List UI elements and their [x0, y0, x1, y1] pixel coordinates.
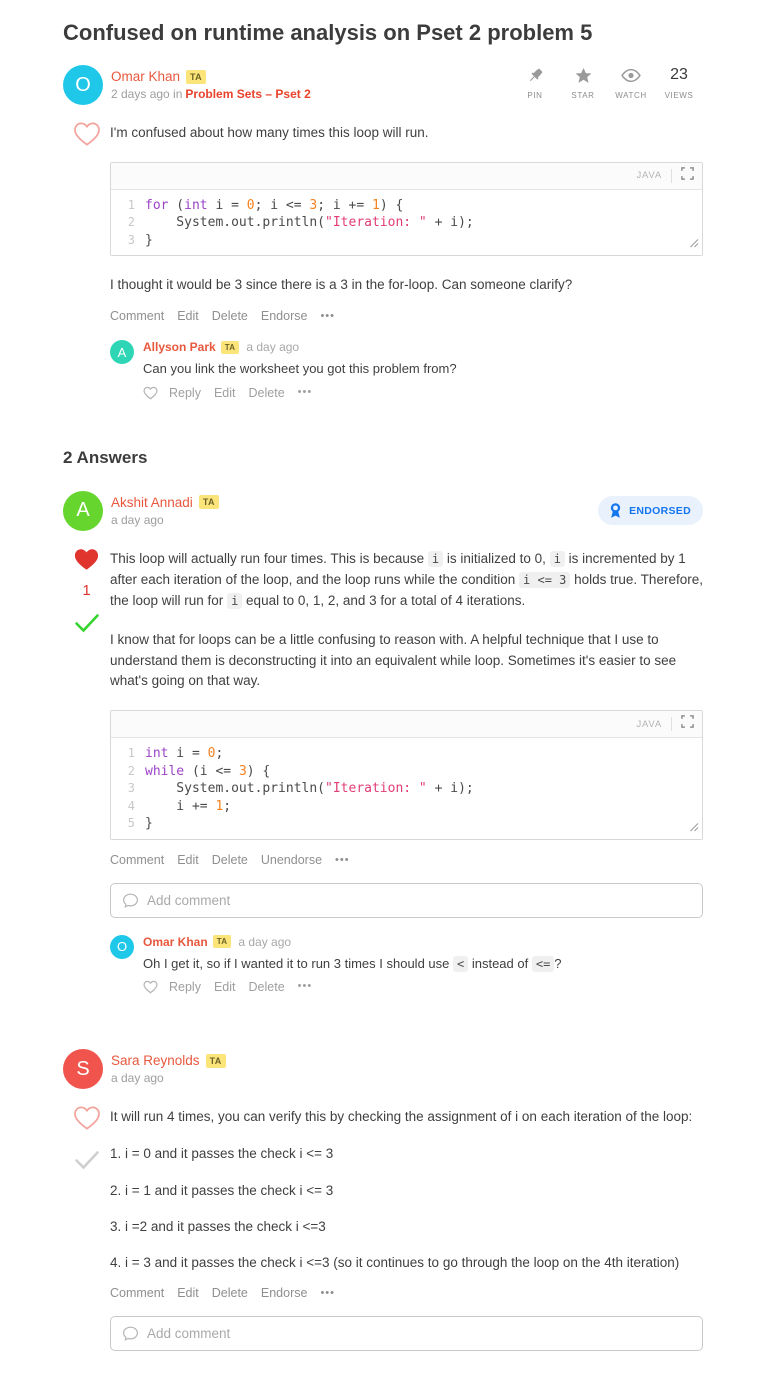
- author-name[interactable]: Sara Reynolds: [111, 1053, 200, 1069]
- watch-button[interactable]: WATCH: [607, 65, 655, 100]
- question-body: I'm confused about how many times this loop will run.: [110, 125, 429, 140]
- star-icon: [559, 65, 607, 85]
- ta-badge: TA: [186, 70, 206, 84]
- like-count: 1: [82, 581, 91, 599]
- comment-text: Can you link the worksheet you got this problem from?: [143, 361, 457, 377]
- list-item: 3. i =2 and it passes the check i <=3: [110, 1218, 326, 1234]
- edit-action[interactable]: Edit: [177, 1286, 199, 1301]
- comment-author[interactable]: Allyson Park: [143, 340, 216, 355]
- more-actions-button[interactable]: •••: [320, 310, 335, 323]
- code-editor[interactable]: [111, 190, 702, 256]
- code-line: 5 }: [111, 815, 702, 833]
- comment-action[interactable]: Comment: [110, 309, 165, 324]
- edit-action[interactable]: Edit: [177, 852, 199, 867]
- post-timestamp: a day ago: [111, 1071, 164, 1086]
- answers-heading: 2 Answers: [63, 447, 148, 467]
- edit-action[interactable]: Edit: [213, 385, 236, 400]
- question-actions: [110, 309, 703, 323]
- answer-body: It will run 4 times, you can verify this by checking the assignment of i on each iteration of the loop:: [110, 1109, 693, 1125]
- edit-action[interactable]: Edit: [213, 980, 236, 995]
- inline-code: i <= 3: [519, 572, 570, 588]
- code-language-label: JAVA: [636, 718, 662, 730]
- ta-badge: TA: [199, 495, 219, 509]
- endorsed-badge: ENDORSED: [598, 496, 703, 525]
- avatar[interactable]: A: [63, 491, 103, 531]
- post-timestamp: 2 days ago in: [111, 87, 183, 101]
- like-heart-button[interactable]: [143, 386, 158, 400]
- avatar[interactable]: O: [63, 65, 103, 105]
- endorse-check-icon[interactable]: [74, 1150, 100, 1175]
- add-comment-input[interactable]: Add comment: [110, 1316, 703, 1351]
- inline-code: <=: [532, 956, 554, 972]
- avatar[interactable]: S: [63, 1049, 103, 1089]
- line-number: 1: [127, 746, 135, 761]
- comment-actions: [169, 386, 325, 400]
- code-line: 2 while (i <= 3) {: [111, 763, 702, 781]
- answer-header: [63, 1049, 703, 1089]
- ta-badge: TA: [213, 935, 232, 948]
- line-number: 1: [127, 197, 135, 212]
- views-counter: 23 VIEWS: [664, 66, 694, 100]
- line-number: 2: [127, 215, 135, 230]
- code-block: [110, 162, 703, 257]
- delete-action[interactable]: Delete: [248, 980, 285, 995]
- list-item: 1. i = 0 and it passes the check i <= 3: [110, 1146, 334, 1162]
- code-line: 3 }: [111, 232, 702, 250]
- inline-code: i: [428, 551, 443, 567]
- more-actions-button[interactable]: •••: [320, 1287, 335, 1300]
- author-name[interactable]: Akshit Annadi: [111, 494, 193, 510]
- pin-icon: [511, 65, 559, 85]
- question-header: [63, 65, 703, 105]
- comment-timestamp: a day ago: [246, 340, 300, 355]
- answer-actions: [110, 853, 703, 867]
- resize-handle-icon[interactable]: [689, 235, 699, 253]
- code-line: 1 for (int i = 0; i <= 3; i += 1) {: [111, 197, 702, 215]
- comment: [110, 340, 703, 400]
- answer-body-2: I know that for loops can be a little confusing to reason with. A helpful technique that I use to understand them is deconstructing it into an equivalent while loop. Sometimes it's easier to see what's going on that way.: [110, 631, 677, 689]
- expand-code-button[interactable]: [681, 715, 694, 733]
- delete-action[interactable]: Delete: [211, 309, 248, 324]
- more-actions-button[interactable]: •••: [297, 980, 313, 993]
- comment-actions: [169, 980, 325, 994]
- code-line: 4 i += 1;: [111, 798, 702, 816]
- inline-code: i: [227, 593, 242, 609]
- edit-action[interactable]: Edit: [177, 309, 199, 324]
- resize-handle-icon[interactable]: [689, 819, 699, 837]
- reply-action[interactable]: Reply: [169, 980, 201, 995]
- ribbon-icon: [607, 502, 624, 519]
- like-heart-button[interactable]: [143, 980, 158, 994]
- code-line: 3 System.out.println("Iteration: " + i);: [111, 780, 702, 798]
- code-line: 2 System.out.println("Iteration: " + i);: [111, 214, 702, 232]
- comment-author[interactable]: Omar Khan: [143, 934, 208, 949]
- line-number: 3: [127, 781, 135, 796]
- like-heart-button[interactable]: [73, 121, 101, 152]
- endorse-action[interactable]: Endorse: [260, 309, 308, 324]
- code-language-label: JAVA: [636, 170, 662, 182]
- comment-timestamp: a day ago: [238, 934, 292, 949]
- answer-actions: [110, 1286, 703, 1300]
- like-heart-button[interactable]: [73, 1105, 101, 1136]
- unendorse-action[interactable]: Unendorse: [260, 852, 323, 867]
- avatar[interactable]: O: [110, 935, 134, 959]
- more-actions-button[interactable]: •••: [335, 853, 350, 866]
- post-stats: [511, 65, 703, 100]
- comment-bubble-icon: [122, 892, 139, 909]
- ta-badge: TA: [221, 341, 240, 354]
- delete-action[interactable]: Delete: [248, 385, 285, 400]
- star-button[interactable]: STAR: [559, 65, 607, 100]
- iteration-list: [110, 1144, 703, 1273]
- reply-action[interactable]: Reply: [169, 385, 201, 400]
- page-title: Confused on runtime analysis on Pset 2 problem 5: [63, 20, 593, 45]
- delete-action[interactable]: Delete: [211, 1286, 248, 1301]
- comment: [110, 935, 703, 995]
- line-number: 5: [127, 816, 135, 831]
- code-editor[interactable]: [111, 738, 702, 839]
- code-line: 1 int i = 0;: [111, 745, 702, 763]
- endorse-action[interactable]: Endorse: [260, 1286, 308, 1301]
- list-item: 4. i = 3 and it passes the check i <=3 (so it continues to go through the loop on the 4th iteration): [110, 1255, 680, 1271]
- eye-icon: [607, 65, 655, 85]
- endorse-check-icon[interactable]: [74, 613, 100, 638]
- comment-action[interactable]: Comment: [110, 852, 165, 867]
- add-comment-input[interactable]: Add comment: [110, 883, 703, 918]
- more-actions-button[interactable]: •••: [297, 385, 313, 398]
- delete-action[interactable]: Delete: [211, 852, 248, 867]
- comment-action[interactable]: Comment: [110, 1286, 165, 1301]
- answer-body: This loop will actually run four times. This is because i is initialized to 0, i is incremented by 1 after each iteration of the loop, and the loop runs while the condition i <= 3 holds true. Therefore, the loop will run for i equal to 0, 1, 2, and 3 for a total of 4 iterations.: [110, 550, 703, 608]
- avatar[interactable]: A: [110, 340, 134, 364]
- question-body-2: I thought it would be 3 since there is a 3 in the for-loop. Can someone clarify?: [110, 277, 573, 293]
- post-timestamp: a day ago: [111, 512, 164, 527]
- answer-header: [63, 491, 703, 531]
- line-number: 2: [127, 763, 135, 778]
- comment-bubble-icon: [122, 1325, 139, 1342]
- pin-button[interactable]: PIN: [511, 65, 559, 100]
- code-block: [110, 710, 703, 840]
- line-number: 3: [127, 232, 135, 247]
- like-heart-button[interactable]: [73, 547, 100, 577]
- line-number: 4: [127, 798, 135, 813]
- expand-code-button[interactable]: [681, 167, 694, 185]
- list-item: 2. i = 1 and it passes the check i <= 3: [110, 1182, 334, 1198]
- comment-text: Oh I get it, so if I wanted it to run 3 times I should use < instead of <= ?: [143, 955, 562, 971]
- inline-code: <: [453, 956, 468, 972]
- ta-badge: TA: [206, 1054, 226, 1068]
- inline-code: i: [550, 551, 565, 567]
- category-link[interactable]: Problem Sets – Pset 2: [185, 87, 311, 101]
- author-name[interactable]: Omar Khan: [111, 69, 181, 84]
